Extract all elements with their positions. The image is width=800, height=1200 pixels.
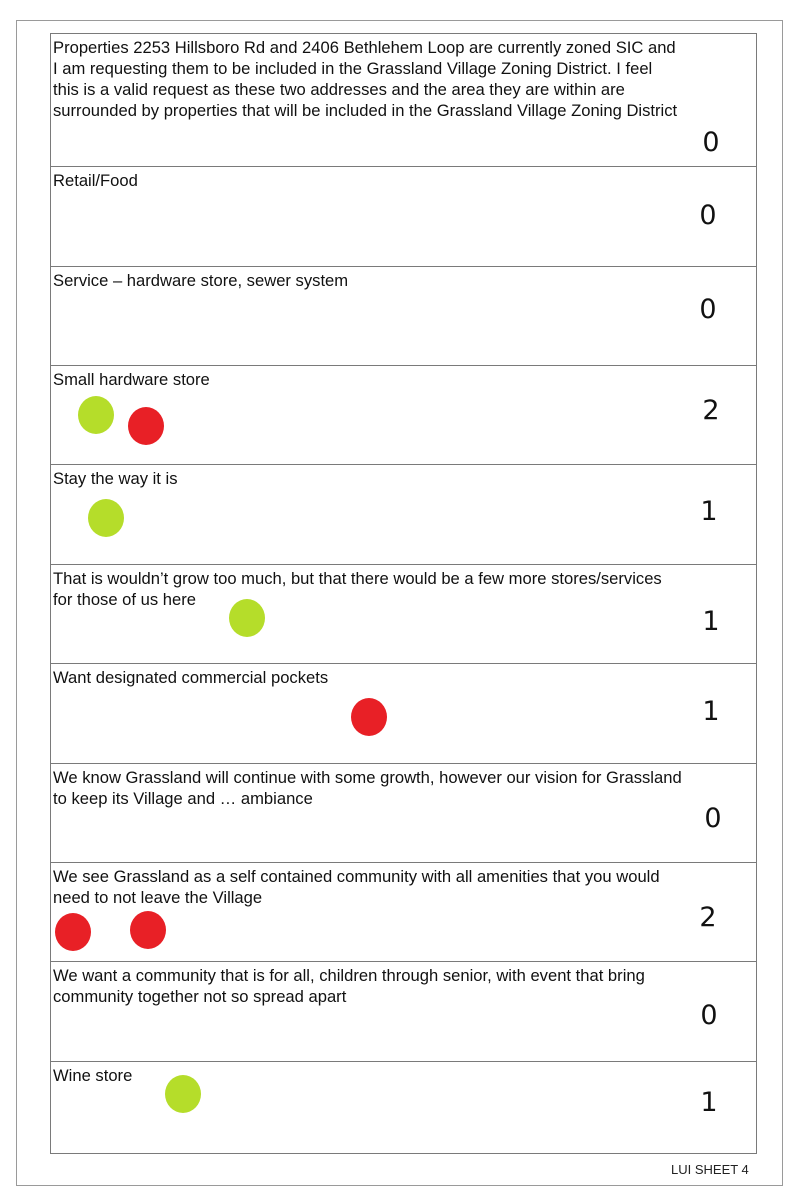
green-vote-dot (165, 1075, 201, 1113)
vote-count: 0 (699, 200, 717, 231)
vote-count: 0 (700, 1000, 718, 1031)
comment-text: Want designated commercial pockets (53, 668, 329, 687)
table-row (51, 465, 756, 565)
comment-text: That is wouldn’t grow too much, but that there would be a few more stores/services for those of us here (53, 569, 662, 609)
red-vote-dot (351, 698, 387, 736)
table-row (51, 764, 756, 863)
green-vote-dot (88, 499, 124, 537)
comment-text: Retail/Food (53, 171, 138, 190)
comment-text: We see Grassland as a self contained community with all amenities that you would need to not leave the Village (53, 867, 660, 907)
vote-count: 2 (702, 395, 720, 426)
comment-text: We want a community that is for all, children through senior, with event that bring community together not so spread apart (53, 966, 645, 1006)
red-vote-dot (128, 407, 164, 445)
comment-text: Service – hardware store, sewer system (53, 271, 349, 290)
comments-table (50, 33, 757, 1154)
table-row (51, 34, 756, 167)
vote-count: 1 (702, 696, 720, 727)
vote-count: 0 (702, 127, 720, 158)
red-vote-dot (55, 913, 91, 951)
table-row (51, 267, 756, 366)
green-vote-dot (78, 396, 114, 434)
comment-text: Small hardware store (53, 370, 210, 389)
vote-count: 0 (699, 294, 717, 325)
sheet-label: LUI SHEET 4 (671, 1162, 749, 1177)
comment-text: Properties 2253 Hillsboro Rd and 2406 Bethlehem Loop are currently zoned SIC and I am requesting them to be included in the Grassland Village Zoning District. I feel this is a valid request as these two addresses and the area they are within are surrounded by properties that will be included in the Grassland Village Zoning District (53, 38, 678, 120)
table-row (51, 664, 756, 764)
table-row (51, 863, 756, 962)
table-row (51, 565, 756, 664)
vote-count: 1 (700, 496, 718, 527)
vote-count: 0 (704, 803, 722, 834)
table-row (51, 1062, 756, 1153)
comment-text: Stay the way it is (53, 469, 178, 488)
vote-count: 1 (700, 1087, 718, 1118)
table-row (51, 962, 756, 1062)
vote-count: 2 (699, 902, 717, 933)
table-row (51, 366, 756, 465)
green-vote-dot (229, 599, 265, 637)
comment-text: Wine store (53, 1066, 133, 1085)
vote-count: 1 (702, 606, 720, 637)
table-row (51, 167, 756, 267)
red-vote-dot (130, 911, 166, 949)
comment-text: We know Grassland will continue with some growth, however our vision for Grassland to keep its Village and … ambiance (53, 768, 682, 808)
